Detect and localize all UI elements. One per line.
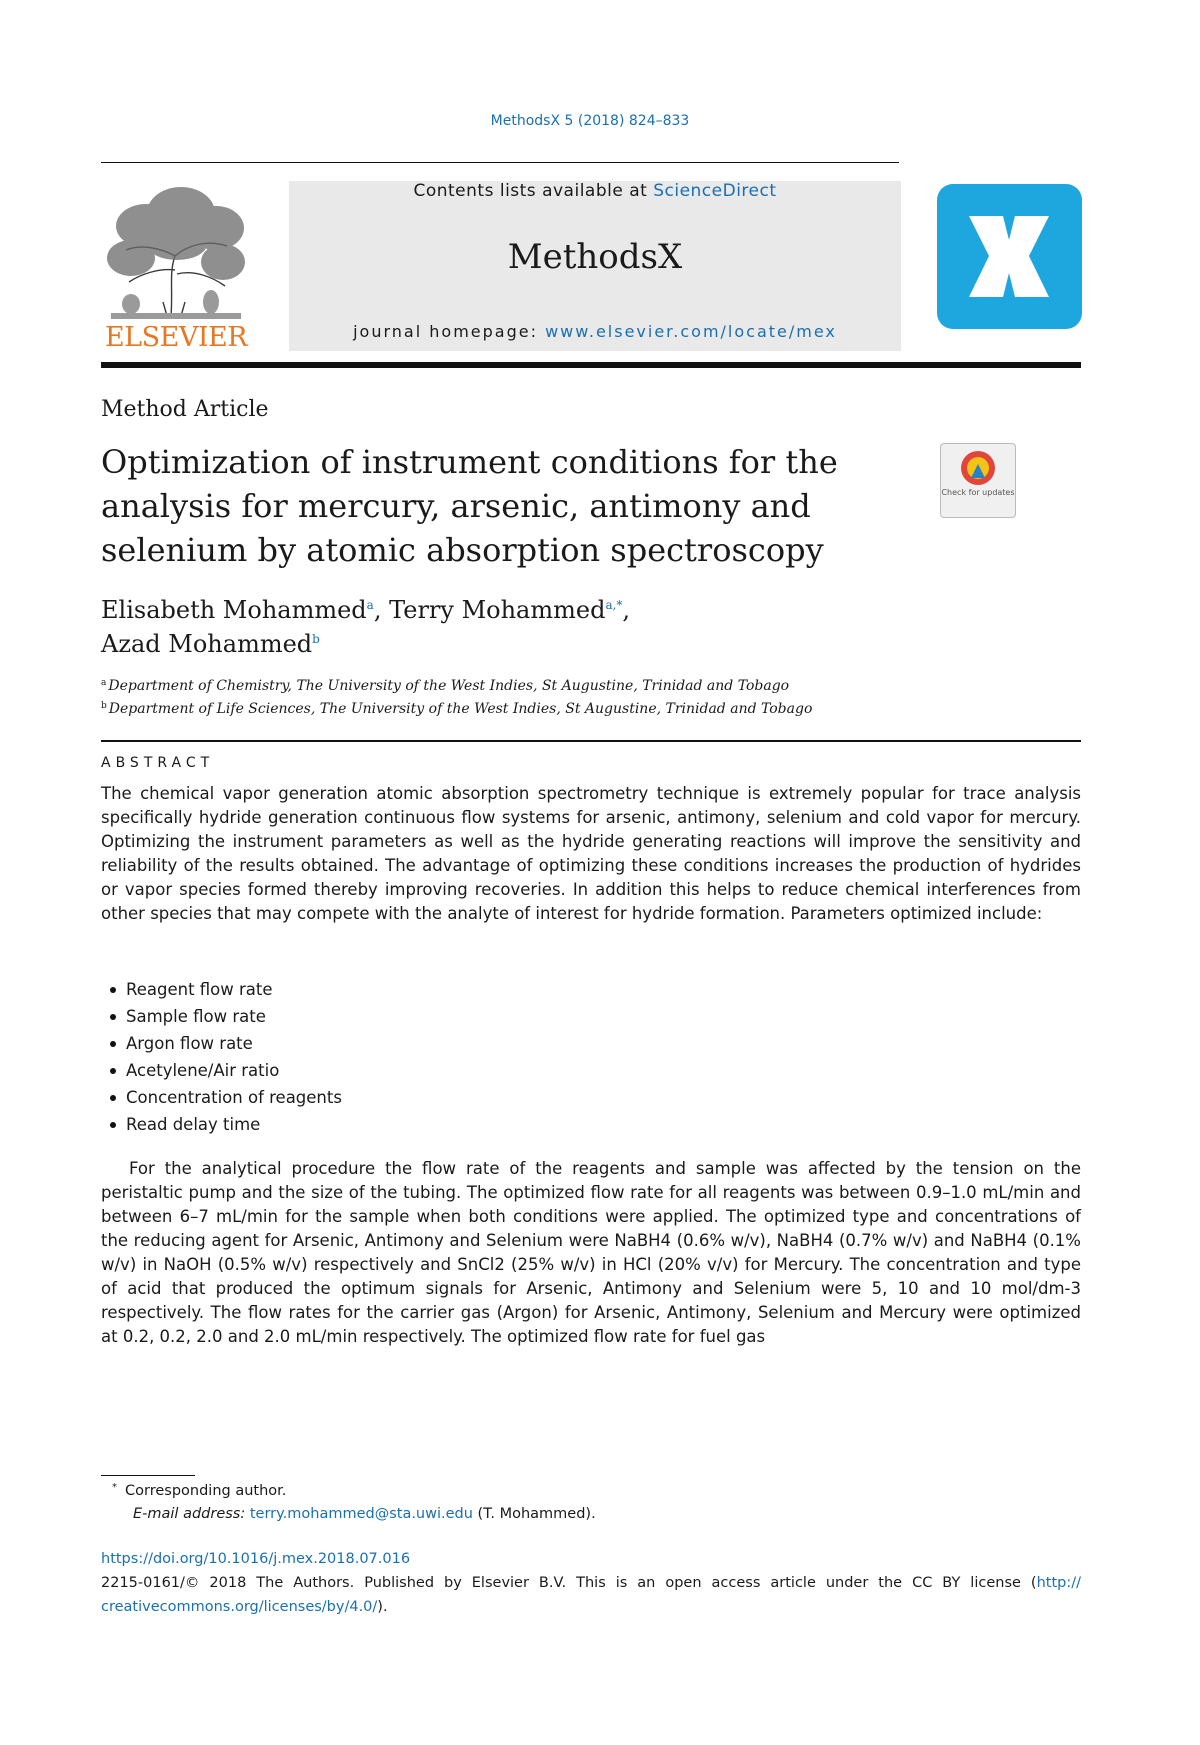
- article-title: Optimization of instrument conditions for the analysis for mercury, arsenic, antimony and selenium by atomic absorption spectroscopy: [101, 443, 838, 569]
- abstract-rule: [101, 740, 1081, 742]
- abstract-body-paragraph: For the analytical procedure the flow rate of the reagents and sample was affected by the tension on the peristaltic pump and the size of the tubing. The optimized flow rate for all reagents was between 0.9–1.0 mL/min and between 6–7 mL/min for the sample when both conditions were applied. The optimized type and concentrations of the reducing agent for Arsenic, Antimony and Selenium were NaBH4 (0.6% w/v), NaBH4 (0.7% w/v) and NaBH4 (0.1% w/v) in NaOH (0.5% w/v) respectively and SnCl2 (25% w/v) in HCl (20% v/v) for Mercury. The concentration and type of acid that produced the optimum signals for Arsenic, Antimony and Selenium were 5, 10 and 10 mol/dm-3 respectively. The flow rates for the carrier gas (Argon) for Arsenic, Antimony, Selenium and Mercury were optimized at 0.2, 0.2, 2.0 and 2.0 mL/min respectively. The optimized flow rate for fuel gas: [101, 1159, 1081, 1346]
- authors-line-1: [101, 596, 630, 624]
- license-link-part-1[interactable]: http://: [1036, 1575, 1081, 1591]
- corresponding-author-note: [112, 1482, 286, 1499]
- corresponding-label: Corresponding author.: [125, 1483, 287, 1499]
- methodsx-logo-icon: [937, 184, 1082, 329]
- list-item: [110, 976, 342, 1003]
- license-text: 2215-0161/© 2018 The Authors. Published by Elsevier B.V. This is an open access article under the CC BY license (: [101, 1575, 1037, 1591]
- affiliation-label: a: [101, 678, 107, 688]
- list-item: [110, 1057, 342, 1084]
- doi-link[interactable]: https://doi.org/10.1016/j.mex.2018.07.016: [101, 1551, 411, 1567]
- author-name: Terry Mohammed: [389, 596, 606, 624]
- sciencedirect-link[interactable]: ScienceDirect: [653, 181, 777, 201]
- bullet-icon: [110, 1095, 116, 1101]
- license-link-part-2[interactable]: creativecommons.org/licenses/by/4.0/: [101, 1599, 378, 1615]
- homepage-prefix: journal homepage:: [353, 322, 546, 341]
- affiliation-text: Department of Chemistry, The University of the West Indies, St Augustine, Trinidad and Tobago: [108, 678, 790, 694]
- affiliation-label: b: [101, 701, 107, 711]
- bullet-icon: [110, 987, 116, 993]
- contents-prefix: Contents lists available at: [413, 181, 654, 201]
- affiliation-b: [101, 701, 812, 717]
- list-item-label: Acetylene/Air ratio: [126, 1061, 280, 1080]
- email-suffix: (T. Mohammed).: [472, 1506, 596, 1522]
- abstract-heading: ABSTRACT: [101, 755, 215, 771]
- list-item-label: Sample flow rate: [126, 1007, 266, 1026]
- list-item: [110, 1084, 342, 1111]
- header-rule: [101, 162, 899, 163]
- methodsx-x-icon: [937, 184, 1082, 329]
- homepage-link[interactable]: www.elsevier.com/locate/mex: [545, 322, 837, 341]
- author-affiliation-marker[interactable]: a,*: [605, 598, 623, 612]
- list-item-label: Reagent flow rate: [126, 980, 273, 999]
- list-item: [110, 1030, 342, 1057]
- bullet-icon: [110, 1122, 116, 1128]
- bullet-icon: [110, 1014, 116, 1020]
- license-line-2: [101, 1599, 388, 1615]
- author-affiliation-marker[interactable]: b: [312, 632, 320, 646]
- elsevier-wordmark: ELSEVIER: [104, 322, 248, 353]
- list-item-label: Argon flow rate: [126, 1034, 253, 1053]
- license-suffix: ).: [377, 1599, 388, 1615]
- author-separator: ,: [622, 596, 631, 624]
- license-line-1: [101, 1575, 1081, 1591]
- homepage-line: [289, 322, 901, 341]
- list-item: [110, 1111, 342, 1138]
- author-name: Azad Mohammed: [101, 630, 313, 658]
- check-for-updates-badge[interactable]: [940, 443, 1016, 518]
- authors-line-2: [101, 630, 320, 658]
- email-line: [133, 1506, 596, 1522]
- bullet-icon: [110, 1068, 116, 1074]
- author-affiliation-marker[interactable]: a: [366, 598, 374, 612]
- list-item-label: Read delay time: [126, 1115, 261, 1134]
- footnote-rule: [101, 1475, 195, 1476]
- affiliation-text: Department of Life Sciences, The University of the West Indies, St Augustine, Trinidad and Tobago: [108, 701, 813, 717]
- author-separator: ,: [373, 596, 390, 624]
- crossmark-icon: [958, 448, 998, 488]
- email-link[interactable]: terry.mohammed@sta.uwi.edu: [249, 1506, 473, 1522]
- affiliation-a: [101, 678, 789, 694]
- footnote-marker: *: [112, 1482, 117, 1493]
- email-label: E-mail address:: [133, 1506, 250, 1522]
- crossmark-label: Check for updates: [941, 488, 1015, 497]
- author-name: Elisabeth Mohammed: [101, 596, 367, 624]
- parameters-list: [110, 976, 342, 1138]
- list-item-label: Concentration of reagents: [126, 1088, 342, 1107]
- bullet-icon: [110, 1041, 116, 1047]
- journal-citation[interactable]: MethodsX 5 (2018) 824–833: [490, 113, 690, 129]
- list-item: [110, 1003, 342, 1030]
- header-thick-rule: [101, 362, 1081, 368]
- journal-banner: [289, 181, 901, 351]
- abstract-text: The chemical vapor generation atomic absorption spectrometry technique is extremely popular for trace analysis specifically hydride generation continuous flow systems for arsenic, antimony, selenium and cold vapor for mercury. Optimizing the instrument parameters as well as the hydride generating reactions will improve the sensitivity and reliability of the results obtained. The advantage of optimizing these conditions increases the production of hydrides or vapor species formed thereby improving recoveries. In addition this helps to reduce chemical interferences from other species that may compete with the analyte of interest for hydride formation. Parameters optimized include:: [101, 784, 1081, 923]
- contents-line: [289, 181, 901, 201]
- article-type: Method Article: [101, 397, 269, 422]
- journal-name: MethodsX: [507, 237, 683, 277]
